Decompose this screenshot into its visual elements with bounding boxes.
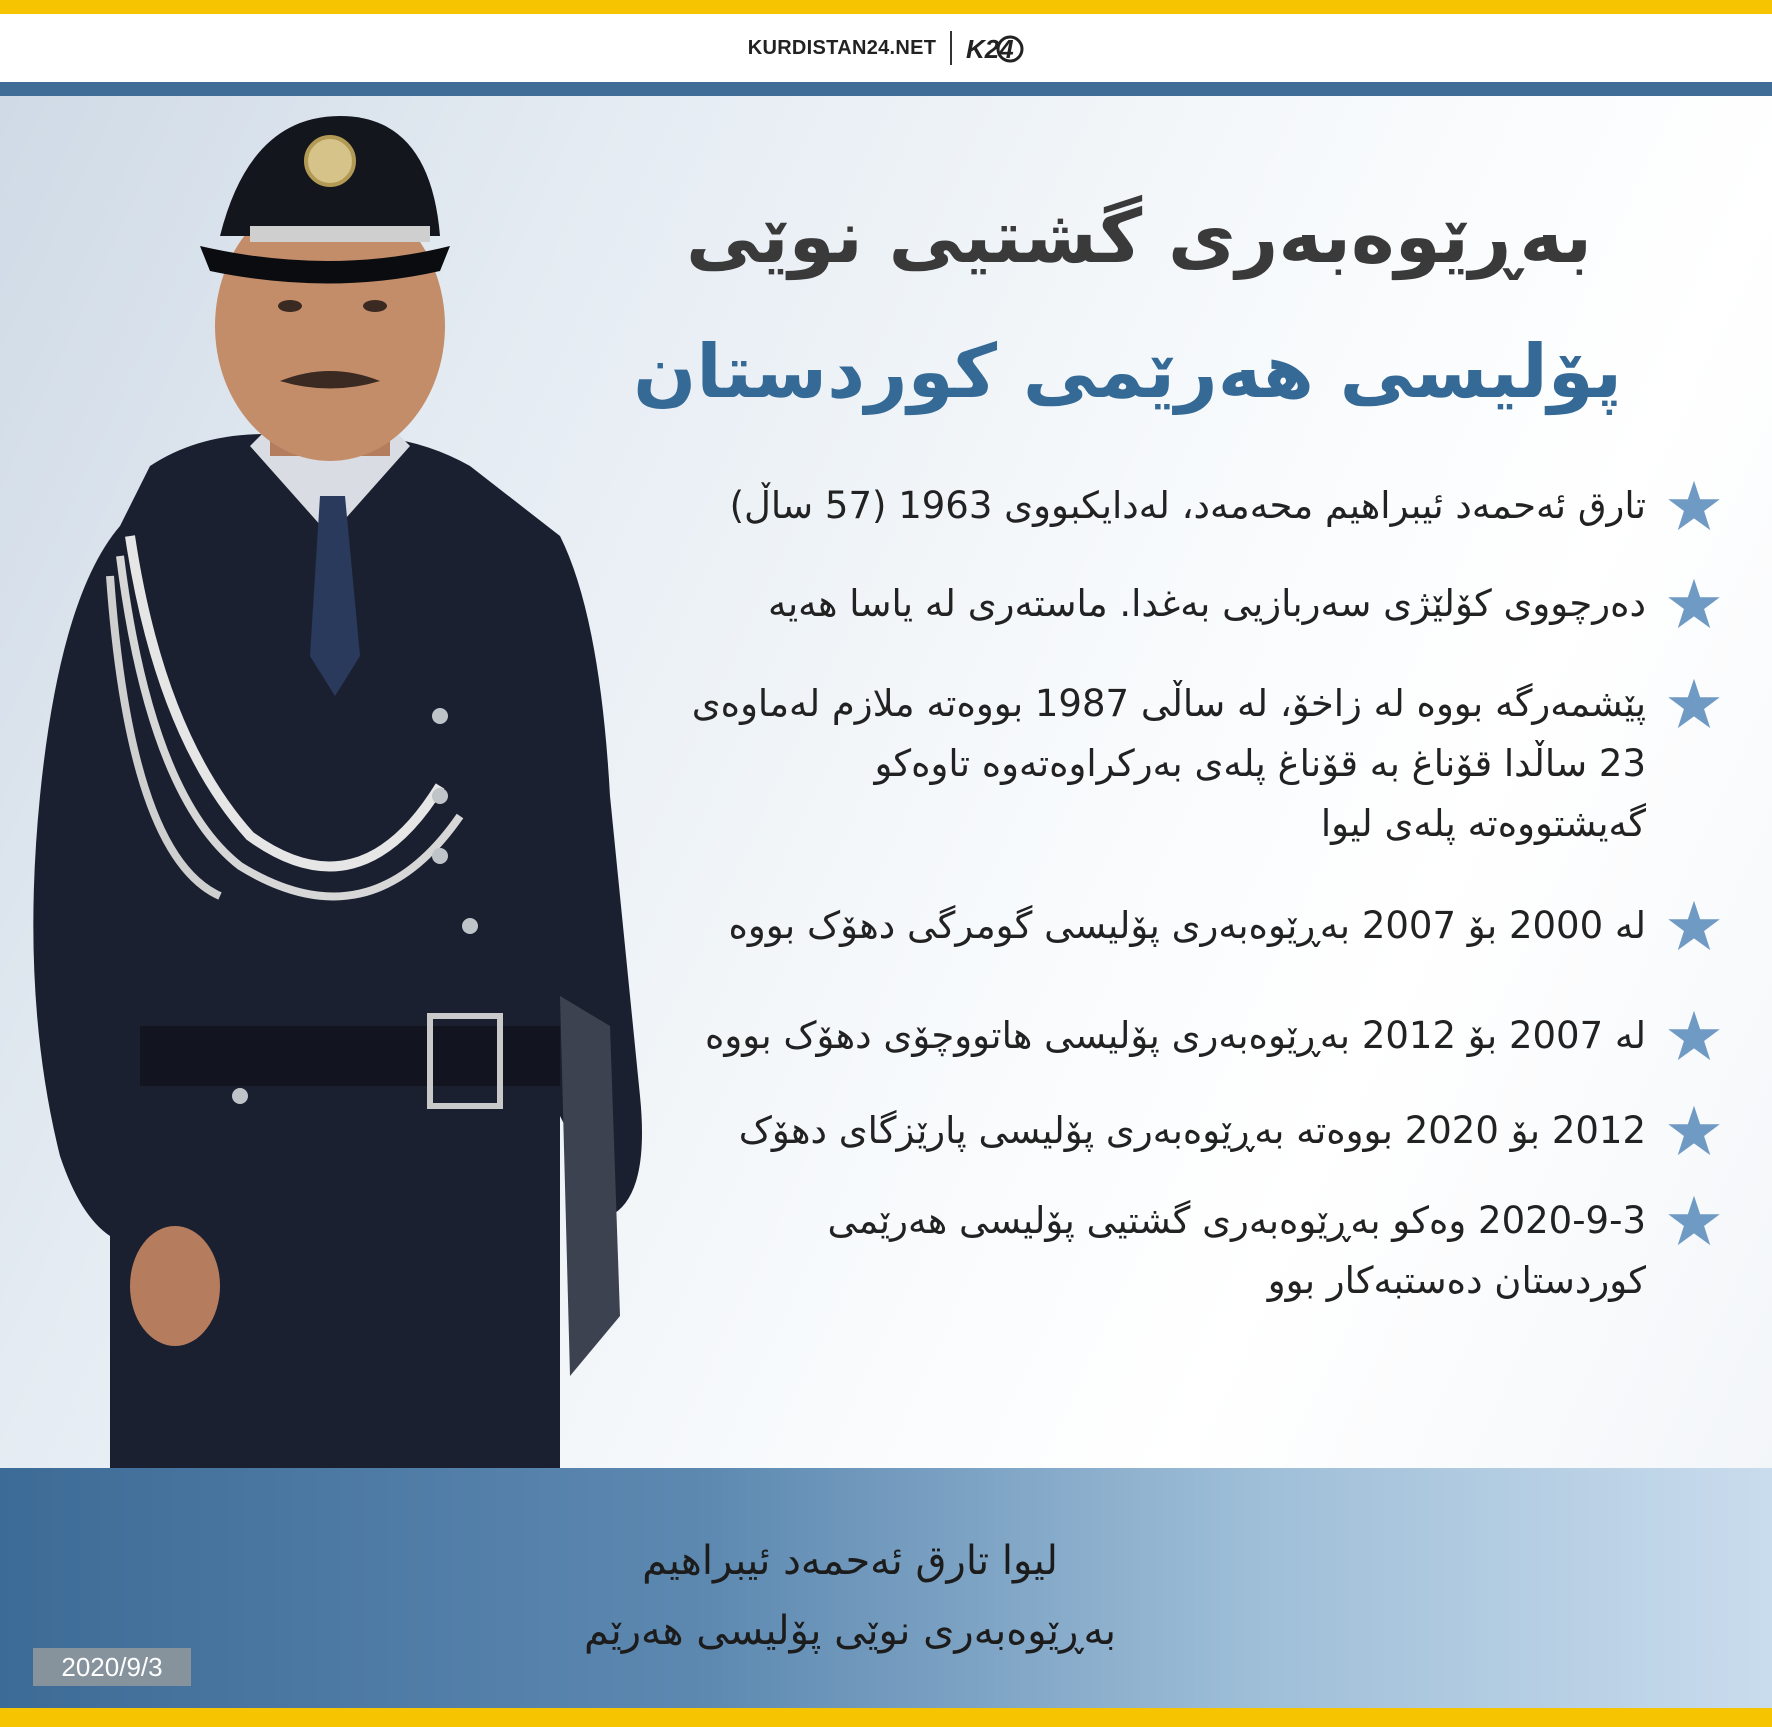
fact-item (612, 1101, 1722, 1161)
fact-text: لە 2007 بۆ 2012 بەڕێوەبەری پۆلیسی هاتووچۆی دهۆک بووە (704, 1014, 1646, 1057)
footer-band (0, 1468, 1772, 1708)
fact-text: 2020-9-3 وەکو بەڕێوەبەری گشتیی پۆلیسی هەرێمی کوردستان دەستبەکار بوو (827, 1199, 1646, 1302)
fact-text: دەرچووی کۆلێژی سەربازیی بەغدا. ماستەری لە یاسا هەیە (767, 582, 1646, 625)
star-icon (1666, 898, 1722, 954)
footer-role: بەڕێوەبەری نوێی پۆلیسی هەرێم (583, 1608, 1117, 1654)
header-rule (0, 82, 1772, 96)
k24-logo-icon[interactable] (966, 31, 1024, 65)
star-icon (1666, 676, 1722, 732)
star-icon (1666, 576, 1722, 632)
star-icon (1666, 1008, 1722, 1064)
fact-text: 2012 بۆ 2020 بووەتە بەڕێوەبەری پۆلیسی پارێزگای دهۆک (738, 1109, 1646, 1152)
title-line-1: بەڕێوەبەری گشتیی نوێی (686, 194, 1592, 280)
fact-text: پێشمەرگە بووە لە زاخۆ، لە ساڵی 1987 بووەتە ملازم لەماوەی 23 ساڵدا قۆناغ بە قۆناغ پلەی بەرکراوەتەوە تاوەکو گەیشتووەتە پلەی لیوا (691, 682, 1646, 845)
header (0, 14, 1772, 82)
fact-text: تارق ئەحمەد ئیبراهیم محەمەد، لەدایکبووی 1963 (57 ساڵ) (729, 484, 1646, 527)
header-divider (950, 31, 952, 65)
footer-name: لیوا تارق ئەحمەد ئیبراهیم (642, 1538, 1058, 1584)
main-panel (0, 96, 1772, 1468)
title-line-2: پۆلیسی هەرێمی کوردستان (633, 329, 1622, 415)
fact-item (612, 476, 1722, 536)
fact-item (612, 1006, 1722, 1066)
star-icon (1666, 1193, 1722, 1249)
fact-item (612, 674, 1722, 854)
top-accent-bar (0, 0, 1772, 14)
fact-text: لە 2000 بۆ 2007 بەڕێوەبەری پۆلیسی گومرگی دهۆک بووە (728, 904, 1646, 947)
officer-portrait (0, 96, 680, 1468)
date-badge: 2020/9/3 (33, 1648, 191, 1686)
star-icon (1666, 1103, 1722, 1159)
site-name[interactable]: KURDISTAN24.NET (747, 36, 937, 59)
fact-item (612, 1191, 1722, 1311)
fact-item (612, 896, 1722, 956)
star-icon (1666, 478, 1722, 534)
bottom-accent-bar (0, 1708, 1772, 1727)
logo-text: K24 (966, 34, 1014, 64)
fact-item (612, 574, 1722, 634)
